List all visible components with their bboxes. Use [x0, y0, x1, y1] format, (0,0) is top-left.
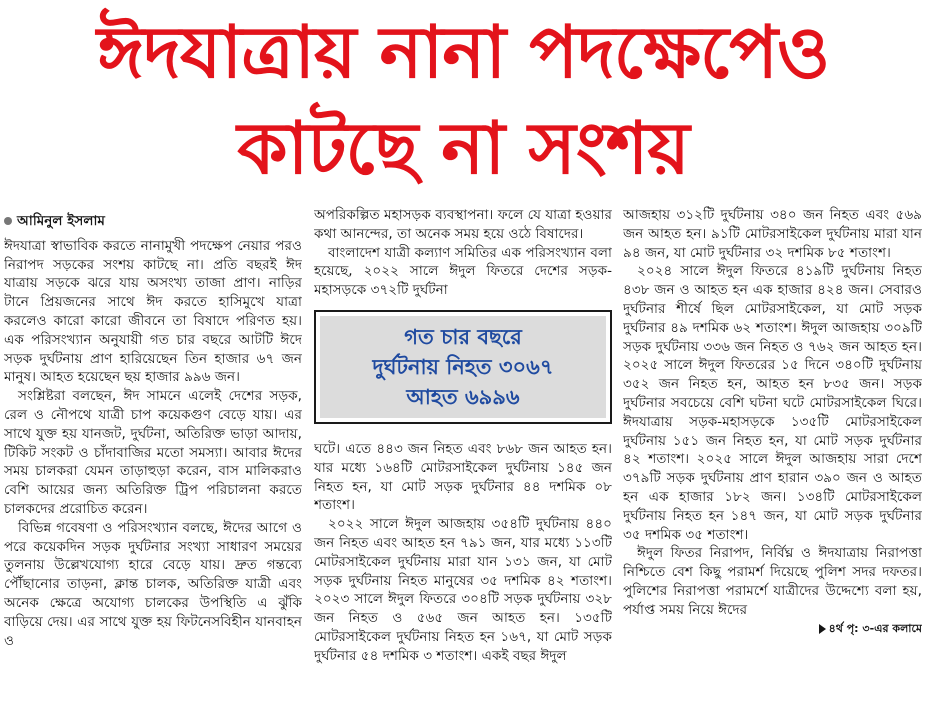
paragraph: ঈদুল ফিতর নিরাপদ, নির্বিঘ্ন ও ঈদযাত্রায় নিরাপত্তা নিশ্চিতে বেশ কিছু পরামর্শ দিয়েছে পুলিশ সদর দফতর। পুলিশের নিরাপত্তা পরামর্শে যাত্রীদের উদ্দেশ্যে বলা হয়, পর্যাপ্ত সময় নিয়ে ঈদের: [623, 545, 922, 618]
article-column-2: [314, 206, 612, 724]
highlight-line-2: দুর্ঘটনায় নিহত ৩০৬৭: [372, 354, 554, 379]
headline-line-2: কাটছে না সংশয়: [237, 106, 689, 190]
paragraph: আজহায় ৩১২টি দুর্ঘটনায় ৩৪০ জন নিহত এবং ৫৬৯ জন আহত হন। ৯১টি মোটরসাইকেল দুর্ঘটনায় মারা যান ৯৪ জন, যা মোট দুর্ঘটনার ৩২ দশমিক ৮৫ শতাংশ।: [623, 207, 922, 261]
byline: [4, 212, 302, 231]
paragraph: অপরিকল্পিত মহাসড়ক ব্যবস্থাপনা। ফলে যে যাত্রা হওয়ার কথা আনন্দের, তা অনেক সময় হয়ে ওঠে বিষাদের।: [314, 207, 612, 242]
paragraph: ২০২৪ সালে ঈদুল ফিতরে ৪১৯টি দুর্ঘটনায় নিহত ৪৩৮ জন ও আহত হন এক হাজার ৪২৪ জন। সেবারও দুর্ঘটনার শীর্ষে ছিল মোটরসাইকেল, যা মোট সড়ক দুর্ঘটনার ৪৯ দশমিক ৬২ শতাংশ। ঈদুল আজহায় ৩০৯টি সড়ক দুর্ঘটনায় ৩৩৬ জন নিহত ও ৭৬২ জন আহত হন। ২০২৫ সালে ঈদুল ফিতরের ১৫ দিনে ৩৪০টি দুর্ঘটনায় ৩৫২ জন নিহত হন, আহত হন ৮৩৫ জন। সড়ক দুর্ঘটনার সবচেয়ে বেশি ঘটনা ঘটে মোটরসাইকেল ঘিরে। ঈদযাত্রায় সড়ক-মহাসড়কে ১৩৫টি মোটরসাইকেল দুর্ঘটনায় ১৫১ জন নিহত হন, যা মোট সড়ক দুর্ঘটনার ৪২ শতাংশ। ২০২৫ সালে ঈদুল আজহায় সারা দেশে ৩৭৯টি সড়ক দুর্ঘটনায় প্রাণ হারান ৩৯০ জন ও আহত হন এক হাজার ১৮২ জন। ১৩৪টি মোটরসাইকেল দুর্ঘটনায় নিহত হন ১৪৭ জন, যা মোট সড়ক দুর্ঘটনার ৩৫ দশমিক ৩৫ শতাংশ।: [623, 263, 922, 543]
article-column-1: [4, 206, 302, 724]
article-column-3: [623, 206, 922, 724]
continuation-text: ৪র্থ পৃ: ৩-এর কলামে: [828, 621, 922, 635]
paragraph: বিভিন্ন গবেষণা ও পরিসংখ্যান বলছে, ঈদের আগে ও পরে কয়েকদিন সড়ক দুর্ঘটনার সংখ্যা সাধারণ সময়ের তুলনায় উল্লেখযোগ্য হারে বেড়ে যায়। দ্রুত গন্তব্যে পৌঁছানোর তাড়না, ক্লান্ত চালক, অতিরিক্ত যাত্রী এবং অনেক ক্ষেত্রে অযোগ্য চালকের উপস্থিতি এ ঝুঁকি বাড়িয়ে দেয়। এর সাথে যুক্ত হয় ফিটনেসবিহীন যানবাহন ও: [4, 519, 302, 649]
author-name: আমিনুল ইসলাম: [17, 213, 105, 229]
arrow-right-icon: [819, 624, 826, 634]
paragraph: ঘটে। এতে ৪৪৩ জন নিহত এবং ৮৬৮ জন আহত হন। যার মধ্যে ১৬৪টি মোটরসাইকেল দুর্ঘটনায় ১৪৫ জন নিহত হন, যা মোট সড়ক দুর্ঘটনার ৪৪ দশমিক ০৮ শতাংশ।: [314, 440, 612, 514]
continuation-note: [623, 620, 922, 639]
highlight-text: [320, 316, 606, 418]
paragraph: ঈদযাত্রা স্বাভাবিক করতে নানামুখী পদক্ষেপ নেয়ার পরও নিরাপদ সড়কের সংশয় কাটছে না। প্রতি বছরই ঈদ যাত্রায় সড়কে ঝরে যায় অসংখ্য তাজা প্রাণ। নাড়ির টানে প্রিয়জনের সাথে ঈদ করতে হাসিমুখে যাত্রা করলেও কারো কারো জীবনে তা বিষাদে পরিণত হয়। এক পরিসংখ্যান অনুযায়ী গত চার বছরে আটটি ঈদে সড়ক দুর্ঘটনায় প্রাণ হারিয়েছেন তিন হাজার ৬৭ জন মানুষ। আহত হয়েছেন ছয় হাজার ৯৯৬ জন।: [4, 237, 302, 386]
highlight-box: [314, 310, 612, 424]
paragraph: বাংলাদেশ যাত্রী কল্যাণ সমিতির এক পরিসংখ্যান বলা হয়েছে, ২০২২ সালে ঈদুল ফিতরে দেশের সড়ক-মহাসড়কে ৩৭২টি দুর্ঘটনা: [314, 244, 612, 299]
highlight-line-3: আহত ৬৯৯৬: [406, 384, 520, 409]
paragraph: ২০২২ সালে ঈদুল আজহায় ৩৫৪টি দুর্ঘটনায় ৪৪০ জন নিহত এবং আহত হন ৭৯১ জন, যার মধ্যে ১১৩টি মোটরসাইকেল দুর্ঘটনায় মারা যান ১৩১ জন, যা মোট সড়ক দুর্ঘটনায় নিহত মানুষের ৩৫ দশমিক ৪২ শতাংশ। ২০২৩ সালে ঈদুল ফিতরে ৩০৪টি সড়ক দুর্ঘটনায় ৩২৮ জন নিহত ও ৫৬৫ জন আহত হন। ১৩৫টি মোটরসাইকেল দুর্ঘটনায় নিহত হন ১৬৭, যা মোট সড়ক দুর্ঘটনার ৫৪ দশমিক ৩ শতাংশ। একই বছর ঈদুল: [314, 516, 612, 664]
highlight-line-1: গত চার বছরে: [404, 324, 522, 349]
headline-line-1: ঈদযাত্রায় নানা পদক্ষেপেও: [97, 10, 829, 94]
paragraph: সংশ্লিষ্টরা বলছেন, ঈদ সামনে এলেই দেশের সড়ক, রেল ও নৌপথে যাত্রী চাপ কয়েকগুণ বেড়ে যায়। এর সাথে যুক্ত হয় যানজট, দুর্ঘটনা, অতিরিক্ত ভাড়া আদায়, টিকিট সংকট ও চাঁদাবাজির মতো সমস্যা। আবার ঈদের সময় চালকরা যেমন তাড়াহুড়া করেন, বাস মালিকরাও বেশি আয়ের জন্য অতিরিক্ত ট্রিপ পরিচালনা করতে চালকদের প্ররোচিত করেন।: [4, 388, 302, 517]
bullet-icon: [4, 217, 12, 225]
